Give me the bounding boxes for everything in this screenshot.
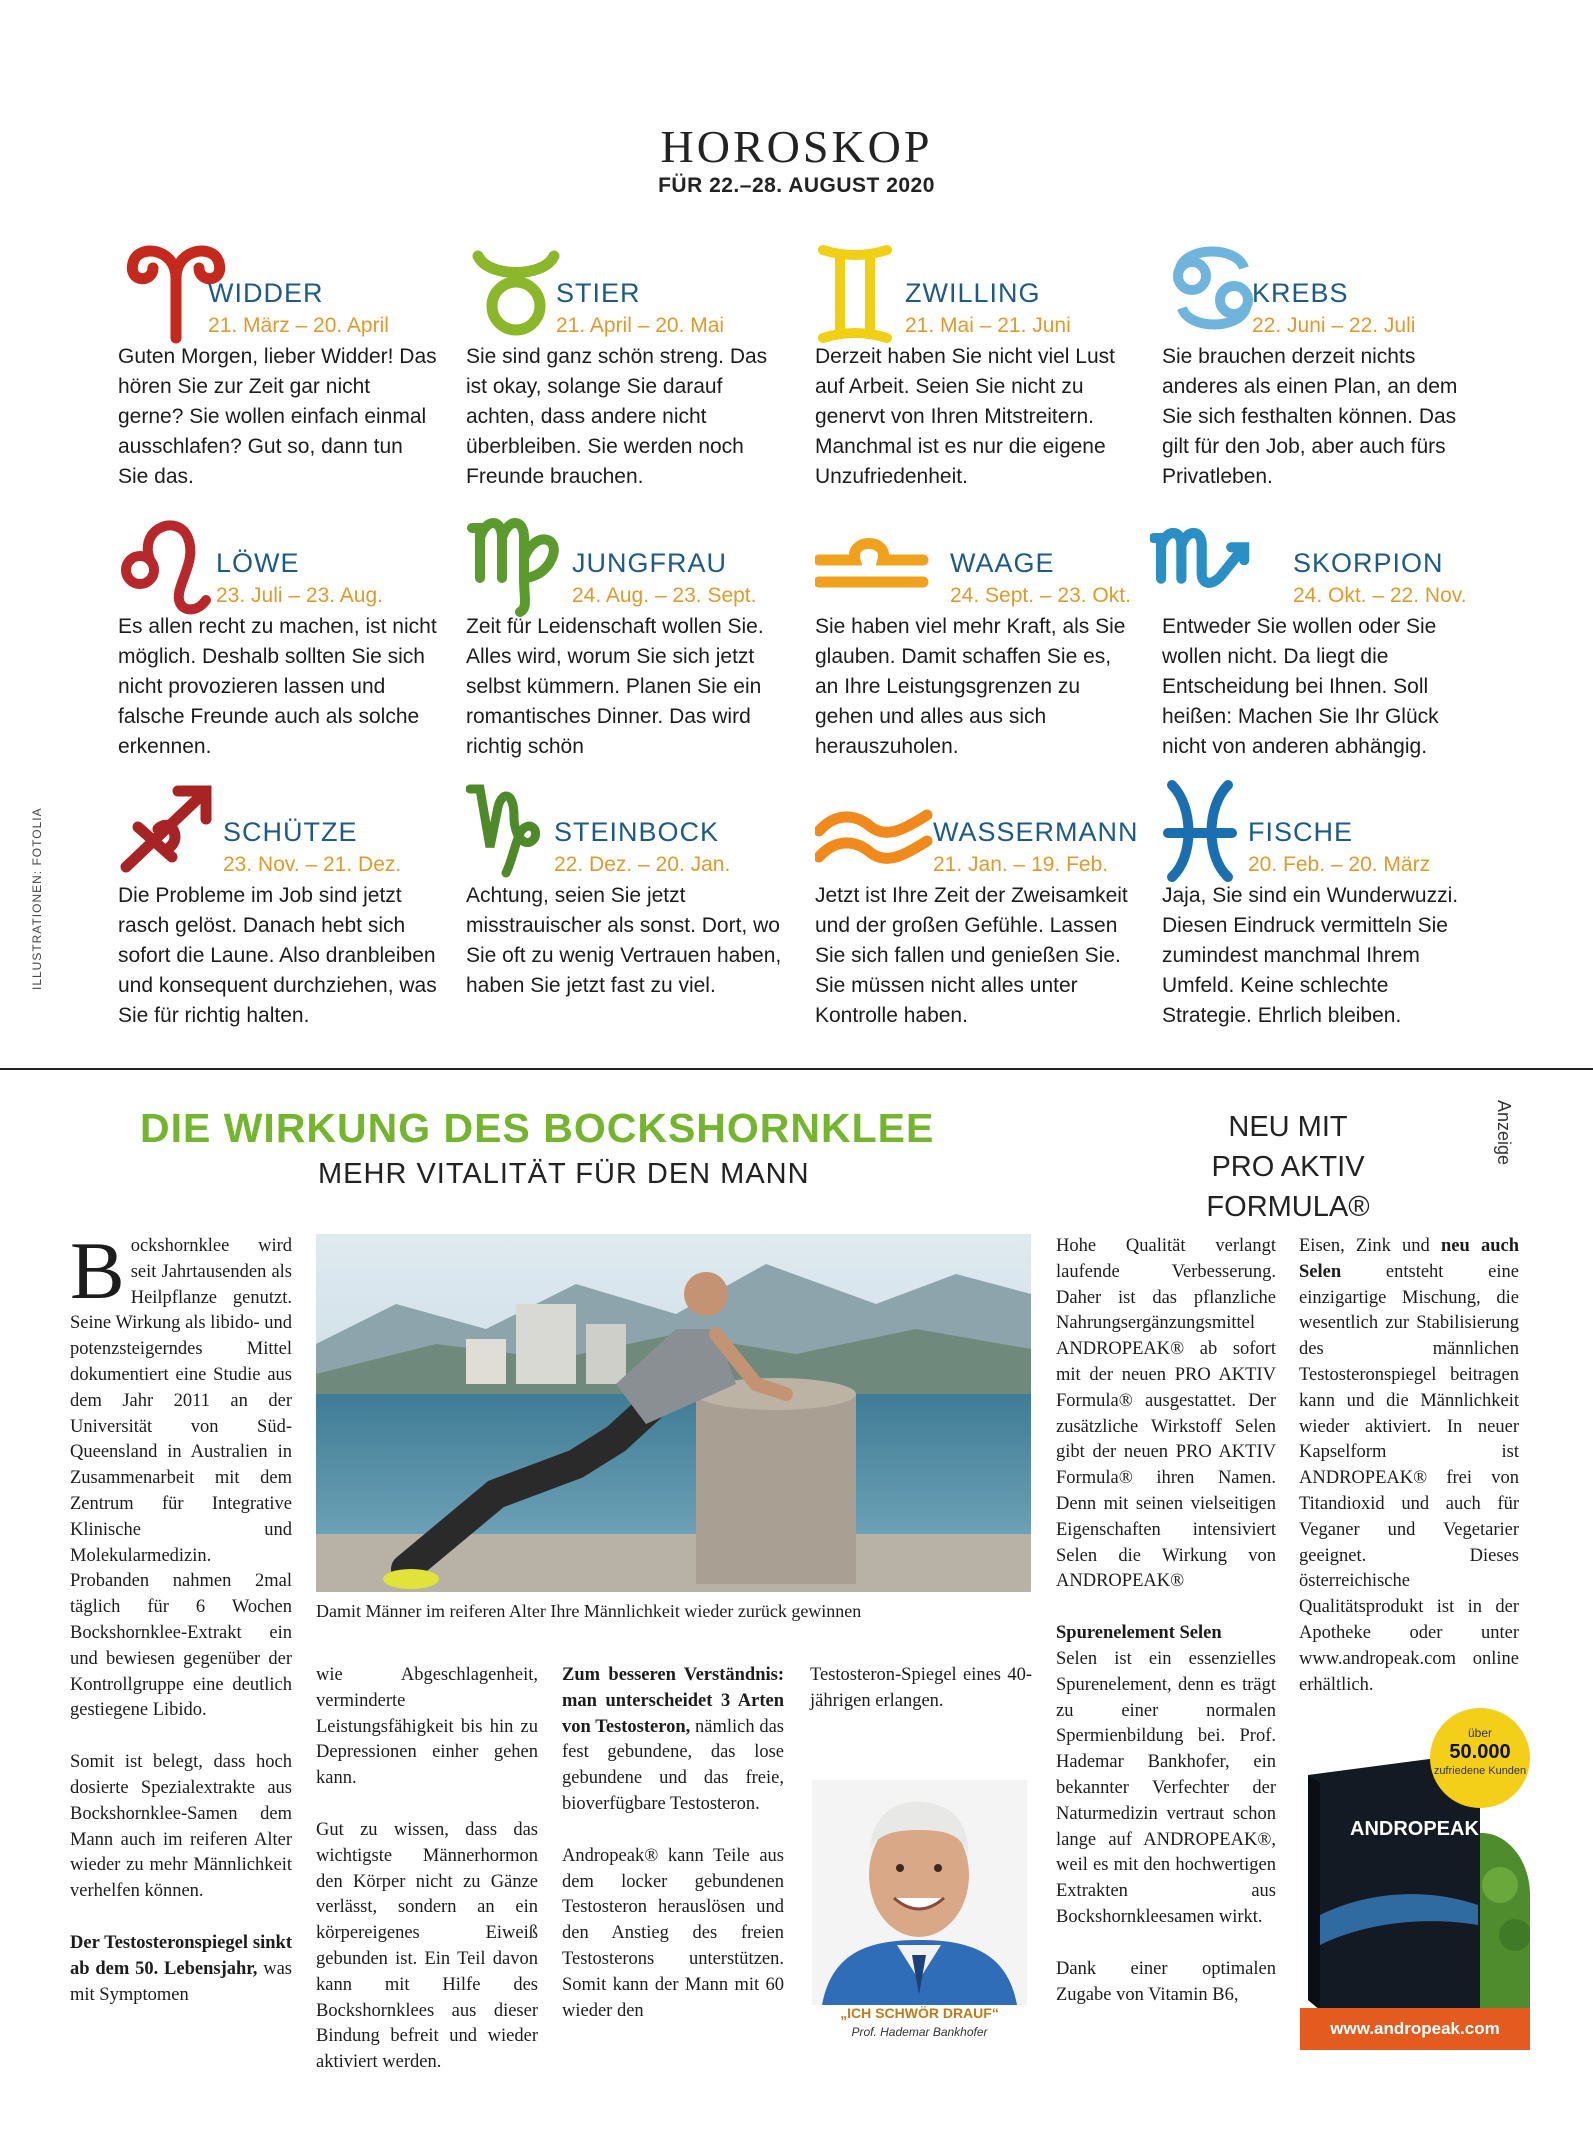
section-heading: Spurenelement Selen — [1056, 1623, 1222, 1644]
customer-badge: über 50.000 zufriedene Kunden — [1430, 1708, 1530, 1808]
sign-dates: 20. Feb. – 20. März — [1248, 853, 1431, 876]
article-column-1: Bockshornklee wird seit Jahrtausenden als Heilpflanze genutzt. Seine Wirkung als libido- und potenzsteigerndes Mittel dokumentiert eine Studie aus dem Jahr 2011 an der Universität von Süd-Queensland in Australien in Zusammenarbeit mit dem Zentrum für Integrative Klinische und Molekularmedizin. Probanden nahmen 2mal täglich für 6 Wochen Bockshornklee-Extrakt ein und bewiesen gegenüber der Kontrollgruppe eine deutlich gestiegene Libido. Somit ist belegt, dass hoch dosierte Spezialextrakte aus Bockshornklee-Samen dem Mann auch im reiferen Alter wieder zu mehr Männlichkeit verhelfen können. Der Testosteronspiegel sinkt ab dem 50. Lebensjahr, was mit Symptomen — [70, 1225, 292, 2005]
article-column-5: Hohe Qualität verlangt laufende Verbesserung. Daher ist das pflanzliche Nahrungsergänzungsmittel ANDROPEAK® ab sofort mit der neuen PRO AKTIV Formula® ausgestattet. Der zusätzliche Wirkstoff Selen gibt der neuen PRO AKTIV Formula® ihren Namen. Denn mit seinen vielseitigen Eigenschaften intensiviert Selen die Wirkung von ANDROPEAK® Spurenelement Selen Selen ist ein essenzielles Spurenelement, denn es trägt zu einer normalen Spermienbildung bei. Prof. Hademar Bankhofer, ein bekannter Verfechter der Naturmedizin vertraut schon lange auf ANDROPEAK®, weil es mit den hochwertigen Extrakten aus Bockshornkleesamen wirkt. Dank einer optimalen Zugabe von Vitamin B6, — [1056, 1236, 1276, 2005]
sign-widder — [118, 238, 448, 498]
article-column-2: wie Abgeschlagenheit, verminderte Leistungsfähigkeit bis hin zu Depressionen einher gehen kann. Gut zu wissen, dass das wichtigste Männerhormon den Körper nicht zu Gänze verlässt, sondern an ein körpereigenes Eiweiß gebunden ist. Ein Teil davon kann mit Hilfe des Bockshornklees aus dieser Bindung befreit und wieder aktiviert werden. — [316, 1665, 538, 2073]
sign-text: Die Probleme im Job sind jetzt rasch gelöst. Danach hebt sich sofort die Laune. Also dranbleiben und konsequent durchziehen, was Sie für richtig halten. — [118, 884, 437, 1027]
sign-waage — [815, 508, 1145, 768]
sign-text: Es allen recht zu machen, ist nicht möglich. Deshalb sollten Sie sich nicht provozieren lassen und falsche Freunde auch als solche erkennen. — [118, 615, 437, 758]
aquarius-icon — [815, 777, 935, 887]
ad-headline: DIE WIRKUNG DES BOCKSHORNKLEE — [140, 1105, 935, 1151]
article-column-6: Eisen, Zink und neu auch Selen entsteht eine einzigartige Mischung, die wesentlich zur Stabilisierung des männlichen Testosteronspiegel beitragen kann und die Männlichkeit wieder aktiviert. In neuer Kapselform ist ANDROPEAK® frei von Titandioxid und auch für Veganer und Vegetarier geeignet. Dieses österreichische Qualitätsprodukt ist in der Apotheke oder unter www.andropeak.com online erhältlich. — [1299, 1236, 1519, 1695]
sign-dates: 21. April – 20. Mai — [556, 314, 725, 337]
sign-text: Achtung, seien Sie jetzt misstrauischer als sonst. Dort, wo Sie oft zu wenig Vertrauen haben, haben Sie jetzt fast zu viel. — [466, 884, 782, 997]
sign-name: STIER — [556, 278, 641, 308]
sign-dates: 21. März – 20. April — [208, 314, 389, 337]
sign-text: Jetzt ist Ihre Zeit der Zweisamkeit und der großen Gefühle. Lassen Sie sich fallen und genießen Sie. Sie müssen nicht alles unter Kontrolle haben. — [815, 884, 1128, 1027]
sign-dates: 23. Nov. – 21. Dez. — [223, 853, 402, 876]
sign-skorpion — [1150, 508, 1480, 768]
sign-name: FISCHE — [1248, 817, 1354, 847]
sign-stier — [466, 238, 796, 498]
virgo-icon — [466, 508, 586, 618]
sign-text: Derzeit haben Sie nicht viel Lust auf Arbeit. Seien Sie nicht zu genervt von Ihren Mitstreitern. Manchmal ist es nur die eigene Unzufriedenheit. — [815, 345, 1115, 488]
sign-dates: 24. Sept. – 23. Okt. — [950, 584, 1131, 607]
scorpio-icon — [1150, 508, 1270, 618]
sign-name: WIDDER — [208, 278, 324, 308]
drop-cap: B — [70, 1225, 125, 1316]
sign-dates: 24. Aug. – 23. Sept. — [572, 584, 757, 607]
sign-name: SCHÜTZE — [223, 817, 358, 847]
libra-icon — [815, 508, 935, 618]
sign-fische — [1162, 777, 1492, 1037]
sign-name: ZWILLING — [905, 278, 1041, 308]
sign-text: Jaja, Sie sind ein Wunderwuzzi. Diesen Eindruck vermitteln Sie zumindest manchmal Ihrem Umfeld. Keine schlechte Strategie. Ehrlich bleiben. — [1162, 884, 1459, 1027]
testimonial-quote: „ICH SCHWÖR DRAUF“ — [840, 2005, 999, 2021]
sign-zwilling — [815, 238, 1145, 498]
product-url-link[interactable]: www.andropeak.com — [1300, 2008, 1530, 2050]
sign-text: Sie brauchen derzeit nichts anderes als einen Plan, an dem Sie sich festhalten können. Das gilt für den Job, aber auch fürs Privatleben. — [1162, 345, 1458, 488]
sign-text: Guten Morgen, lieber Widder! Das hören Sie zur Zeit gar nicht gerne? Sie wollen einfach einmal ausschlafen? Gut so, dann tun Sie das. — [118, 345, 437, 488]
horoscope-title: HOROSKOP — [660, 121, 933, 172]
illustration-credit: ILLUSTRATIONEN: FOTOLIA — [30, 807, 44, 990]
sign-krebs — [1162, 238, 1492, 498]
article-column-4: Testosteron-Spiegel eines 40-jährigen erlangen. — [810, 1665, 1032, 1711]
prof-portrait-image — [812, 1780, 1027, 2005]
sign-dates: 22. Dez. – 20. Jan. — [554, 853, 731, 876]
ad-subheadline: MEHR VITALITÄT FÜR DEN MANN — [318, 1158, 810, 1190]
sign-text: Sie haben viel mehr Kraft, als Sie glauben. Damit schaffen Sie es, an Ihre Leistungsgrenzen zu gehen und alles aus sich herauszuholen. — [815, 615, 1126, 758]
sign-wassermann — [815, 777, 1145, 1037]
man-exercising-image — [316, 1234, 1031, 1592]
sign-jungfrau — [466, 508, 796, 768]
sign-name: WAAGE — [950, 548, 1055, 578]
sign-schuetze — [118, 777, 448, 1037]
sign-dates: 21. Mai – 21. Juni — [905, 314, 1071, 337]
horoscope-subtitle: FÜR 22.–28. AUGUST 2020 — [658, 174, 935, 197]
sagittarius-icon — [118, 777, 238, 887]
sign-name: STEINBOCK — [554, 817, 720, 847]
sign-name: JUNGFRAU — [572, 548, 727, 578]
sign-name: LÖWE — [216, 548, 300, 578]
testimonial-name: Prof. Hademar Bankhofer — [851, 2025, 988, 2039]
sign-name: WASSERMANN — [933, 817, 1139, 847]
sign-dates: 21. Jan. – 19. Feb. — [933, 853, 1109, 876]
ad-label: Anzeige — [1494, 1100, 1514, 1166]
sign-steinbock — [466, 777, 796, 1037]
sign-text: Zeit für Leidenschaft wollen Sie. Alles wird, worum Sie sich jetzt selbst kümmern. Planen Sie ein romantisches Dinner. Das wird richtig schön — [466, 615, 764, 758]
sign-dates: 24. Okt. – 22. Nov. — [1293, 584, 1467, 607]
sign-text: Sie sind ganz schön streng. Das ist okay, solange Sie darauf achten, dass andere nicht überbleiben. Sie werden noch Freunde brauchen. — [466, 345, 768, 488]
photo-caption: Damit Männer im reiferen Alter Ihre Männlichkeit wieder zurück gewinnen — [316, 1601, 862, 1621]
article-column-3: Zum besseren Verständnis: man unterscheidet 3 Arten von Testosteron, nämlich das fest gebundene, das lose gebundene und das freie, bioverfügbare Testosteron. Andropeak® kann Teile aus dem locker gebundenen Testosteron herauslösen und den Anstieg des freien Testosterons unterstützen. Somit kann der Mann mit 60 wieder den — [562, 1665, 784, 2021]
sign-name: KREBS — [1252, 278, 1349, 308]
ad-neu-mit: NEU MIT PRO AKTIV FORMULA® — [1206, 1111, 1370, 1223]
sign-loewe — [118, 508, 448, 768]
sign-name: SKORPION — [1293, 548, 1444, 578]
sign-dates: 23. Juli – 23. Aug. — [216, 584, 383, 607]
fitness-photo — [316, 1234, 1031, 1592]
sign-text: Entweder Sie wollen oder Sie wollen nicht. Da liegt die Entscheidung bei Ihnen. Soll heißen: Machen Sie Ihr Glück nicht von anderen abhängig. — [1162, 615, 1439, 758]
sign-dates: 22. Juni – 22. Juli — [1252, 314, 1416, 337]
product-brand: ANDROPEAK — [1350, 1818, 1479, 1840]
section-divider — [0, 1068, 1593, 1070]
